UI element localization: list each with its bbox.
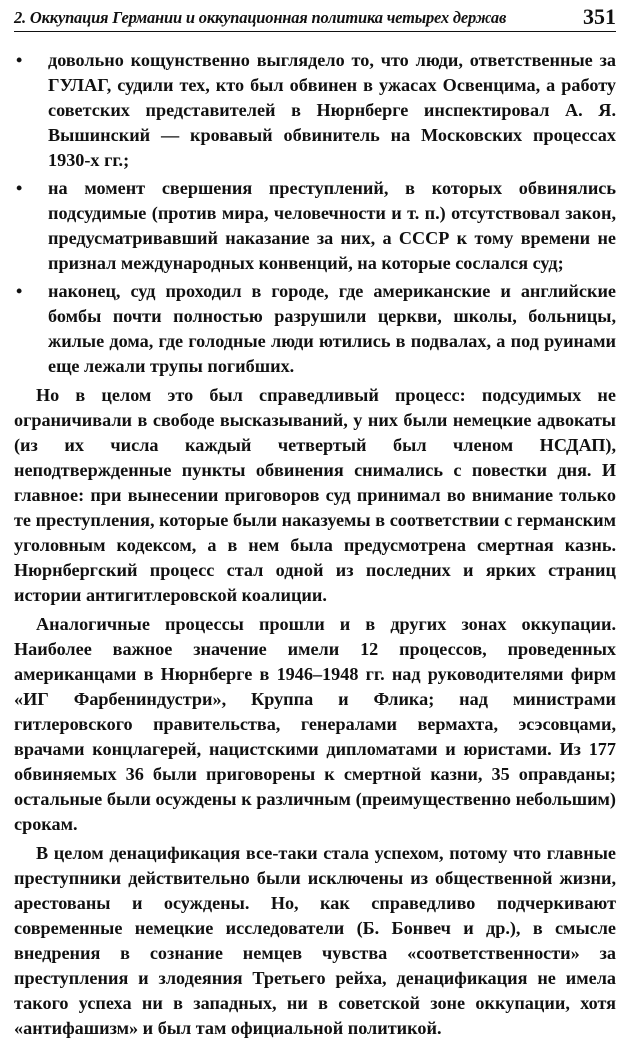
running-header (14, 6, 616, 32)
bullet-item: • наконец, суд проходил в городе, где американские и английские бомбы почти полностью разрушили церкви, школы, больницы, жилые дома, где голодные люди ютились в подвалах, а под руинами еще лежали трупы погибших. (48, 279, 616, 379)
page-number: 351 (583, 4, 616, 29)
bullet-item: • на момент свершения преступлений, в которых обвинялись подсудимые (против мира, человечности и т. п.) отсутствовал закон, предусматривавший наказание за них, а СССР к тому времени не признал международных конвенций, на которые сослался суд; (48, 176, 616, 276)
paragraph: Но в целом это был справедливый процесс: подсудимых не ограничивали в свободе высказываний, у них были немецкие адвокаты (из их числа каждый четвертый был членом НСДАП), неподтвержденные пункты обвинения снимались с повестки дня. И главное: при вынесении приговоров суд принимал во внимание только те преступления, которые были наказуемы в соответствии с германским уголовным кодексом, а в нем была предусмотрена смертная казнь. Нюрнбергский процесс стал одной из последних и ярких страниц истории антигитлеровской коалиции. (14, 385, 616, 605)
bullet-item: • довольно кощунственно выглядело то, что люди, ответственные за ГУЛАГ, судили тех, кто был обвинен в ужасах Освенцима, а работу советских представителей в Нюрнберге инспектировал А. Я. Вышинский — кровавый обвинитель на Московских процессах 1930-х гг.; (48, 48, 616, 173)
bullet-list (14, 48, 616, 379)
body-text (14, 48, 616, 1041)
chapter-title: 2. Оккупация Германии и оккупационная политика четырех держав (14, 8, 507, 27)
paragraph: Аналогичные процессы прошли и в других зонах оккупации. Наиболее важное значение имели 12 процессов, проведенных американцами в Нюрнберге в 1946–1948 гг. над руководителями фирм «ИГ Фарбениндустри», Круппа и Флика; над министрами гитлеровского правительства, генералами вермахта, эсэсовцами, врачами концлагерей, нацистскими дипломатами и юристами. Из 177 обвиняемых 36 были приговорены к смертной казни, 35 оправданы; остальные были осуждены к различным (преимущественно небольшим) срокам. (14, 614, 616, 834)
paragraph: В целом денацификация все-таки стала успехом, потому что главные преступники действительно были исключены из общественной жизни, арестованы и осуждены. Но, как справедливо подчеркивают современные немецкие исследователи (Б. Бонвеч и др.), в смысле внедрения в сознание немцев чувства «соответственности» за преступления и злодеяния Третьего рейха, денацификация не имела такого успеха ни в западных, ни в советской зоне оккупации, хотя «антифашизм» и был там официальной политикой. (14, 843, 616, 1038)
